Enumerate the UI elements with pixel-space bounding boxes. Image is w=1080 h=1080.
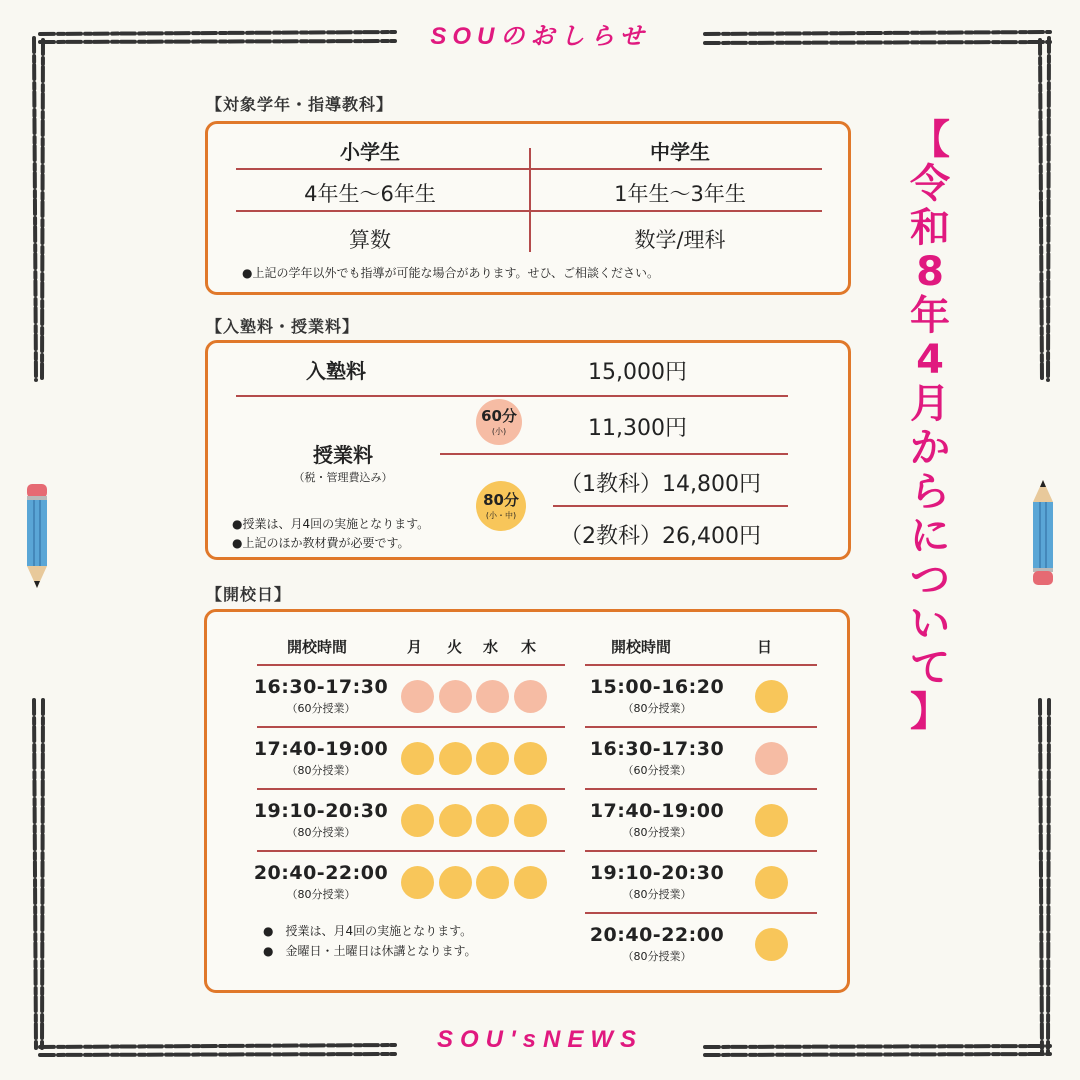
divider — [257, 664, 565, 666]
side-title-char: 8 — [916, 249, 944, 295]
fee-80-one: （1教科）14,800円 — [560, 472, 761, 497]
side-title-char: つ — [910, 557, 950, 603]
open-day-dot — [476, 742, 509, 775]
divider — [585, 664, 817, 666]
time-slot: 20:40-22:00 — [253, 862, 389, 884]
junior-subject: 数学/理科 — [634, 228, 726, 252]
open-day-dot — [755, 804, 788, 837]
time-slot: 16:30-17:30 — [253, 676, 389, 698]
fee-80-two: （2教科）26,400円 — [560, 524, 761, 549]
side-title-char: 年 — [910, 293, 950, 339]
left-header: 開校時間 — [287, 638, 348, 656]
badge-60-sub: (小) — [491, 427, 507, 436]
side-title-char: い — [910, 601, 950, 647]
tuition-sub: （税・管理費込み） — [293, 471, 393, 484]
side-title-char: て — [910, 645, 950, 691]
schedule-note-1: ● 授業は、月4回の実施となります。 — [263, 924, 473, 938]
divider — [440, 453, 788, 455]
time-slot: 17:40-19:00 — [589, 800, 725, 822]
side-title-char: 【 — [910, 117, 950, 163]
time-slot: 19:10-20:30 — [589, 862, 725, 884]
right-header: 開校時間 — [611, 638, 672, 656]
footer-title: SOU'sNEWS — [436, 1026, 644, 1053]
badge-60-main: 60分 — [481, 407, 517, 425]
open-day-dot — [439, 742, 472, 775]
time-slot-sub: （80分授業） — [286, 764, 356, 777]
open-day-dot — [755, 866, 788, 899]
day-sun: 日 — [757, 638, 773, 656]
time-slot-sub: （80分授業） — [286, 888, 356, 901]
open-day-dot — [476, 866, 509, 899]
fees-note-2: ●上記のほか教材費が必要です。 — [232, 536, 410, 550]
day-wed: 水 — [483, 638, 499, 656]
schedule-note-2: ● 金曜日・土曜日は休講となります。 — [263, 944, 477, 958]
time-slot: 16:30-17:30 — [589, 738, 725, 760]
open-day-dot — [439, 680, 472, 713]
time-slot: 20:40-22:00 — [589, 924, 725, 946]
divider — [585, 726, 817, 728]
badge-80-sub: (小・中) — [485, 511, 517, 520]
fees-box — [205, 340, 851, 560]
section-label-schedule: 【開校日】 — [206, 585, 292, 604]
open-day-dot — [439, 804, 472, 837]
open-day-dot — [476, 804, 509, 837]
divider — [585, 850, 817, 852]
side-title-char: 令 — [910, 161, 950, 207]
header-title: SOUのおしらせ — [430, 23, 650, 50]
open-day-dot — [514, 866, 547, 899]
open-day-dot — [476, 680, 509, 713]
time-slot-sub: （80分授業） — [622, 950, 692, 963]
day-mon: 月 — [407, 638, 423, 656]
col-junior: 中学生 — [650, 140, 710, 164]
divider — [236, 210, 822, 212]
badge-60min — [476, 399, 522, 445]
time-slot-sub: （60分授業） — [622, 764, 692, 777]
target-box — [205, 121, 851, 295]
open-day-dot — [401, 866, 434, 899]
divider — [236, 395, 788, 397]
divider — [585, 912, 817, 914]
open-day-dot — [401, 680, 434, 713]
side-title-char: 和 — [910, 205, 950, 251]
day-thu: 木 — [521, 638, 537, 656]
time-slot-sub: （80分授業） — [622, 888, 692, 901]
fee-60: 11,300円 — [588, 416, 687, 441]
divider — [553, 505, 788, 507]
time-slot-sub: （60分授業） — [286, 702, 356, 715]
side-title-char: 4 — [916, 337, 944, 383]
side-title-char: に — [910, 513, 950, 559]
time-slot: 17:40-19:00 — [253, 738, 389, 760]
divider — [257, 850, 565, 852]
schedule-box — [204, 609, 850, 993]
open-day-dot — [755, 928, 788, 961]
open-day-dot — [514, 804, 547, 837]
open-day-dot — [755, 742, 788, 775]
open-day-dot — [401, 742, 434, 775]
open-day-dot — [439, 866, 472, 899]
open-day-dot — [755, 680, 788, 713]
badge-80-main: 80分 — [483, 491, 519, 509]
fees-note-1: ●授業は、月4回の実施となります。 — [232, 517, 430, 531]
col-elementary: 小学生 — [340, 140, 400, 164]
time-slot-sub: （80分授業） — [622, 826, 692, 839]
divider — [529, 148, 531, 252]
section-label-target: 【対象学年・指導教科】 — [206, 95, 394, 114]
open-day-dot — [401, 804, 434, 837]
entrance-fee: 15,000円 — [588, 360, 687, 385]
time-slot-sub: （80分授業） — [286, 826, 356, 839]
side-title-char: 】 — [910, 689, 950, 735]
time-slot-sub: （80分授業） — [622, 702, 692, 715]
side-title — [898, 118, 962, 734]
open-day-dot — [514, 680, 547, 713]
divider — [257, 726, 565, 728]
target-note: ●上記の学年以外でも指導が可能な場合があります。せひ、ご相談ください。 — [242, 266, 660, 280]
elem-subject: 算数 — [349, 228, 391, 252]
side-title-char: ら — [910, 469, 950, 515]
pencil-icon — [24, 484, 50, 594]
divider — [585, 788, 817, 790]
day-tue: 火 — [447, 638, 463, 656]
side-title-char: 月 — [910, 381, 950, 427]
pencil-icon — [1030, 478, 1056, 588]
time-slot: 19:10-20:30 — [253, 800, 389, 822]
entrance-label: 入塾料 — [306, 359, 366, 383]
badge-80min — [476, 481, 526, 531]
junior-grades: 1年生〜3年生 — [614, 182, 746, 206]
section-label-fees: 【入塾料・授業料】 — [206, 317, 360, 336]
elem-grades: 4年生〜6年生 — [304, 182, 436, 206]
open-day-dot — [514, 742, 547, 775]
side-title-char: か — [910, 425, 950, 471]
divider — [257, 788, 565, 790]
time-slot: 15:00-16:20 — [589, 676, 725, 698]
tuition-label: 授業料 — [313, 443, 373, 467]
